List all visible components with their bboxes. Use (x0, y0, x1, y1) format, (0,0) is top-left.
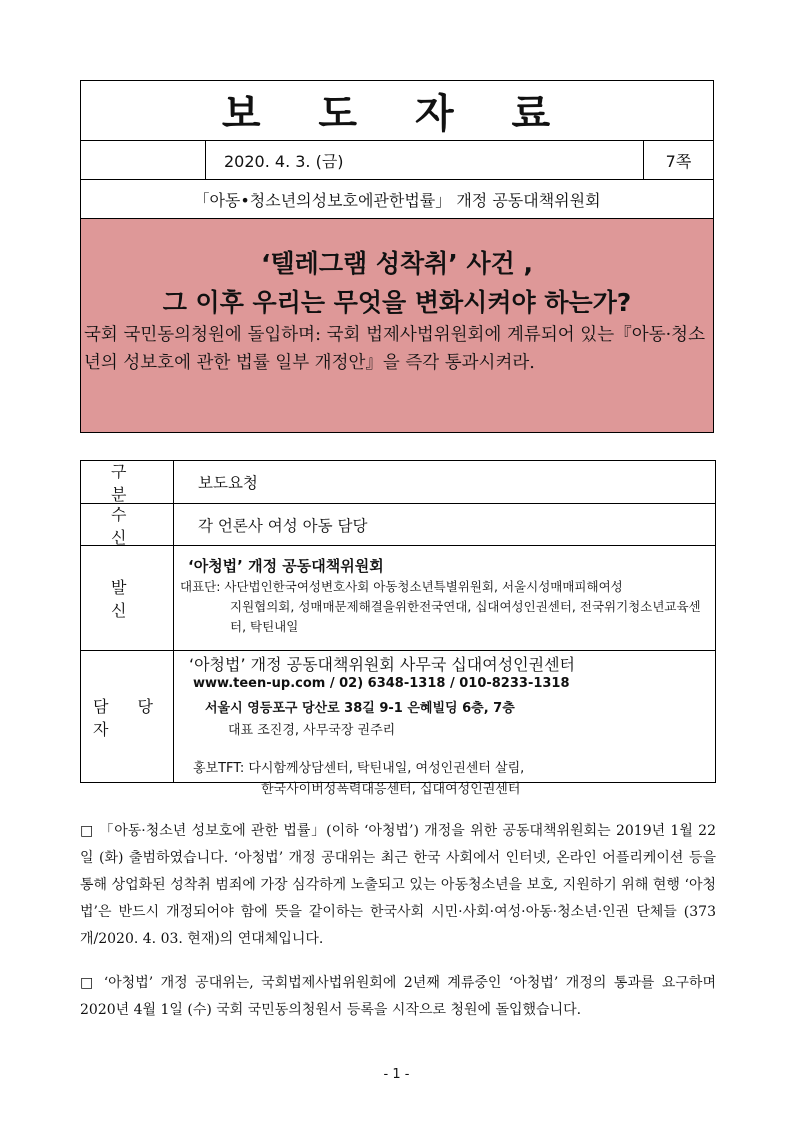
sender-label: 발 신 (81, 546, 174, 650)
contact-people: 대표 조진경, 사무국장 권주리 (228, 723, 396, 738)
table-row-category (81, 461, 715, 504)
body-paragraph-2: □ ‘아청법’ 개정 공대위는, 국회법제사법위원회에 2년째 계류중인 ‘아청법’ 개정의 통과를 요구하며 2020년 4월 1일 (수) 국회 국민동의청원서 등록을 시작으로 청원에 돌입했습니다. (80, 975, 716, 1018)
document-title: 보 도 자 료 (80, 80, 714, 141)
page-number: - 1 - (383, 1067, 410, 1082)
table-row-recipient (81, 504, 715, 546)
contact-address: 서울시 영등포구 당산로 38길 9-1 은혜빌딩 6층, 7층 (205, 701, 515, 716)
distribution-table (80, 460, 716, 797)
contact-label: 담 당 자 (81, 651, 174, 782)
page-count: 7쪽 (665, 151, 692, 171)
pr-team-line-2: 한국사이버성폭력대응센터, 십대여성인권센터 (261, 782, 521, 797)
pr-team-line-1: 홍보TFT: 다시함께상담센터, 탁틴내일, 여성인권센터 살림, (193, 761, 525, 776)
recipient-label: 수 신 (81, 504, 174, 545)
contact-office: ‘아청법’ 개정 공동대책위원회 사무국 십대여성인권센터 (189, 655, 576, 674)
headline-box (80, 218, 714, 433)
table-row-sender (81, 546, 715, 651)
sender-organization: ‘아청법’ 개정 공동대책위원회 (188, 557, 384, 575)
contact-web-phone: www.teen-up.com / 02) 6348-1318 / 010-8233-1318 (193, 676, 570, 691)
category-value: 보도요청 (198, 474, 258, 492)
sender-representatives-line-2: 지원협의회, 성매매문제해결을위한전국연대, 십대여성인권센터, 전국위기청소년교육센터, 탁틴내일 (230, 599, 701, 634)
recipient-value: 각 언론사 여성 아동 담당 (198, 516, 368, 535)
body-paragraph-1: □ 「아동·청소년 성보호에 관한 법률」(이하 ‘아청법’) 개정을 위한 공동대책위원회는 2019년 1월 22일 (화) 출범하였습니다. ‘아청법’ 개정 공대위는 최근 한국 사회에서 인터넷, 온라인 어플리케이션 등을 통해 상업화된 성착취 범죄에 가장 심각하게 노출되고 있는 아동청소년을 보호, 지원하기 위해 현행 ‘아청법’은 반드시 개정되어야 함에 뜻을 같이하는 한국사회 시민·사회·여성·아동·청소년·인권 단체들 (373개/2020. 4. 03. 현재)의 연대체입니다. (80, 823, 716, 947)
category-label: 구 분 (81, 461, 174, 503)
headline-line-2: 그 이후 우리는 무엇을 변화시켜야 하는가? (162, 288, 632, 317)
table-row-contact (81, 651, 715, 797)
release-date: 2020. 4. 3. (금) (206, 141, 644, 179)
sender-representatives-line-1: 대표단: 사단법인한국여성변호사회 아동청소년특별위원회, 서울시성매매피해여성 (180, 579, 623, 594)
headline-subtitle: 국회 국민동의청원에 돌입하며: 국회 법제사법위원회에 계류되어 있는『아동·청소년의 성보호에 관한 법률 일부 개정안』을 즉각 통과시켜라. (84, 325, 705, 373)
committee-name: 「아동•청소년의성보호에관한법률」 개정 공동대책위원회 (80, 179, 714, 219)
header-info-row (80, 140, 714, 180)
header-empty-cell (81, 141, 206, 179)
headline-line-1: ‘텔레그램 성착취’ 사건 , (261, 249, 533, 278)
